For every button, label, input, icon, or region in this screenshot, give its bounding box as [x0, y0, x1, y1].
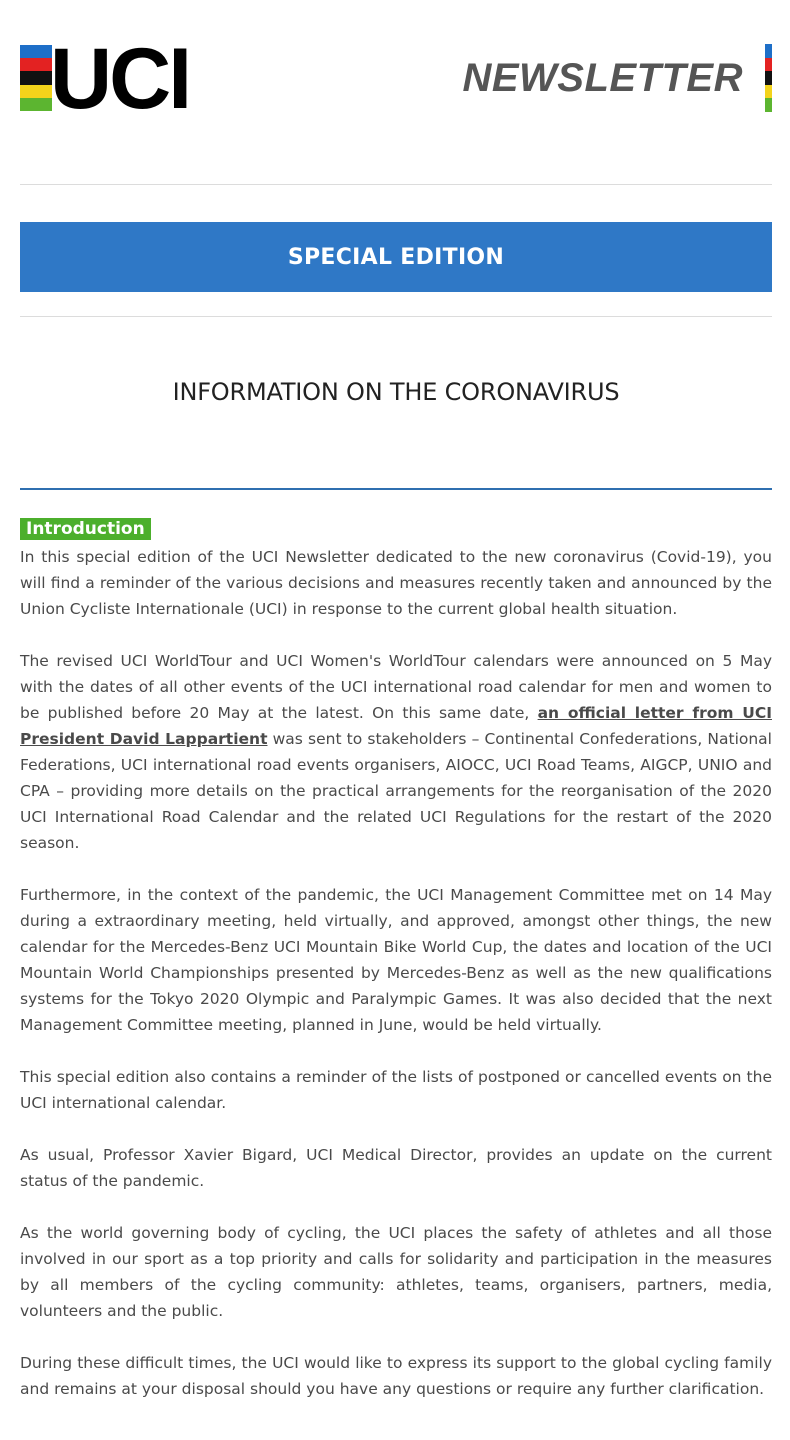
- article-body: [20, 544, 772, 1428]
- introduction-badge: [20, 518, 151, 540]
- divider: [20, 184, 772, 185]
- uci-logo[interactable]: [20, 31, 190, 127]
- divider: [20, 316, 772, 317]
- paragraph: As usual, Professor Xavier Bigard, UCI Medical Director, provides an update on the current status of the pandemic.: [20, 1146, 772, 1190]
- newsletter-label: NEWSLETTER: [462, 55, 743, 100]
- banner-label: SPECIAL EDITION: [287, 244, 505, 270]
- paragraph: Furthermore, in the context of the pandemic, the UCI Management Committee met on 14 May during a extraordinary meeting, held virtually, and approved, amongst other things, the new calendar for the Mercedes-Benz UCI Mountain Bike World Cup, the dates and location of the UCI Mountain World Championships presented by Mercedes-Benz as well as the new qualifications systems for the Tokyo 2020 Olympic and Paralympic Games. It was also decided that the next Management Committee meeting, planned in June, would be held virtually.: [20, 886, 772, 1034]
- rainbow-stripes-icon: [20, 45, 52, 111]
- paragraph-text: The revised UCI WorldTour and UCI Women's WorldTour calendars were announced on 5 May with the dates of all other events of the UCI international road calendar for men and women to be published before 20 May at the latest. On this same date,: [20, 652, 772, 722]
- logo-text: UCI: [50, 31, 190, 127]
- newsletter-wordmark: [462, 44, 772, 112]
- paragraph: [20, 648, 772, 856]
- paragraph: As the world governing body of cycling, the UCI places the safety of athletes and all those involved in our sport as a top priority and calls for solidarity and participation in the measures by all members of the cycling community: athletes, teams, organisers, partners, media, volunteers and the public.: [20, 1224, 772, 1320]
- paragraph: During these difficult times, the UCI would like to express its support to the global cycling family and remains at your disposal should you have any questions or require any further clarification.: [20, 1354, 772, 1398]
- official-letter-link[interactable]: an official letter from UCI President David Lappartient: [20, 704, 772, 748]
- paragraph: This special edition also contains a reminder of the lists of postponed or cancelled events on the UCI international calendar.: [20, 1068, 772, 1112]
- section-title: INFORMATION ON THE CORONAVIRUS: [172, 378, 620, 406]
- special-edition-banner: [20, 222, 772, 292]
- paragraph-text: was sent to stakeholders – Continental Confederations, National Federations, UCI international road events organisers, AIOCC, UCI Road Teams, AIGCP, UNIO and CPA – providing more details on the practical arrangements for the reorganisation of the 2020 UCI International Road Calendar and the related UCI Regulations for the restart of the 2020 season.: [20, 730, 772, 852]
- newsletter-header: [20, 31, 772, 127]
- section-divider: [20, 488, 772, 490]
- paragraph: In this special edition of the UCI Newsletter dedicated to the new coronavirus (Covid-19), you will find a reminder of the various decisions and measures recently taken and announced by the Union Cycliste Internationale (UCI) in response to the current global health situation.: [20, 548, 772, 618]
- rainbow-stripes-icon: [765, 44, 772, 112]
- introduction-label: Introduction: [26, 519, 145, 539]
